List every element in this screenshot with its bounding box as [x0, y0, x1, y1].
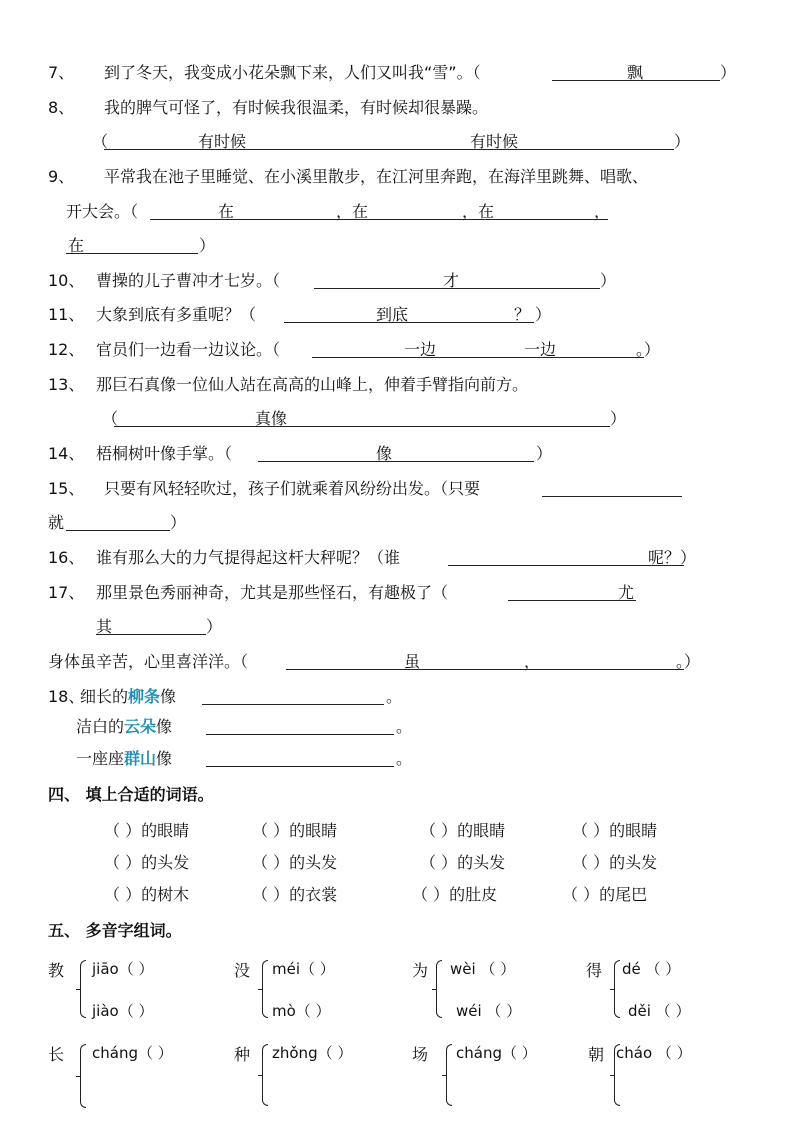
q18-line-3: 一座座群山像 [76, 749, 173, 768]
q17b-end: 。） [676, 652, 701, 671]
q8-hint-1: 有时候 [198, 132, 247, 151]
q15-text: 只要有风轻轻吹过，孩子们就乘着风纷纷出发。（只要 [104, 479, 481, 498]
q13-text: 那巨石真像一位仙人站在高高的山峰上，伸着手臂指向前方。 [96, 375, 529, 394]
s4-r3-c4[interactable]: （ ）的尾巴 [562, 885, 648, 904]
q9-hint-3: ，在 [462, 202, 495, 221]
q7-close: ） [720, 63, 737, 82]
q9-hint-2: ，在 [336, 202, 369, 221]
q14-answer-blank[interactable] [258, 441, 534, 462]
s4-r3-c2[interactable]: （ ）的衣裳 [252, 885, 338, 904]
s5-wei-p1[interactable]: wèi （ ） [450, 960, 516, 978]
q16-text: 谁有那么大的力气提得起这杆大秤呢？（谁 [96, 548, 401, 567]
q18-end-3: 。 [396, 749, 413, 768]
q18-end-1: 。 [386, 687, 403, 706]
q10-hint: 才 [443, 271, 460, 290]
s5-de-p1[interactable]: dé （ ） [622, 960, 681, 978]
s5-char-mei: 没 [234, 961, 251, 980]
q11-number: 11、 [48, 305, 85, 324]
q8-close: ） [674, 132, 691, 151]
q8-number: 8、 [48, 98, 75, 117]
section4-title: 四、 填上合适的词语。 [48, 785, 214, 804]
s5-char-de: 得 [586, 961, 603, 980]
q12-text: 官员们一边看一边议论。（ [96, 340, 281, 359]
s5-chang-p1[interactable]: cháng（ ） [92, 1044, 173, 1062]
s5-chao-p1[interactable]: cháo （ ） [616, 1044, 692, 1062]
q14-hint: 像 [376, 444, 393, 463]
q11-hint: 到底 [376, 305, 409, 324]
s5-brace-zhong [262, 1044, 268, 1106]
s4-r1-c3[interactable]: （ ）的眼睛 [420, 821, 506, 840]
q9-answer-blank-2[interactable] [66, 233, 198, 254]
q16-number: 16、 [48, 548, 85, 567]
q10-number: 10、 [48, 271, 85, 290]
q13-hint: 真像 [255, 409, 288, 428]
q18-line-2: 洁白的云朵像 [76, 717, 173, 736]
q17b-comma: ， [524, 652, 541, 671]
q18-answer-blank-3[interactable] [206, 746, 394, 767]
q17-answer-blank-2[interactable] [96, 614, 206, 635]
q17-hint-1: 尤 [618, 583, 635, 602]
q9-hint-1: 在 [218, 202, 235, 221]
q12-number: 12、 [48, 340, 85, 359]
q14-number: 14、 [48, 444, 85, 463]
q9-hint-5: 在 [68, 236, 85, 255]
q18-answer-blank-2[interactable] [206, 714, 394, 735]
q12-answer-blank[interactable] [312, 337, 644, 358]
s5-mei-p1[interactable]: méi（ ） [272, 960, 335, 978]
s5-brace-jiao [80, 960, 86, 1018]
q18-highlight-clouds: 云朵 [124, 717, 157, 736]
s5-brace-chang [80, 1044, 86, 1108]
q14-close: ） [536, 444, 553, 463]
s4-r2-c1[interactable]: （ ）的头发 [104, 853, 190, 872]
q17b-hint: 虽 [404, 652, 421, 671]
s5-mei-p2[interactable]: mò（ ） [272, 1002, 331, 1020]
q8-text: 我的脾气可怪了，有时候我很温柔，有时候却很暴躁。 [104, 98, 489, 117]
q17b-text: 身体虽辛苦，心里喜洋洋。（ [48, 652, 249, 671]
q15-close: ） [170, 513, 187, 532]
q17-number: 17、 [48, 583, 85, 602]
s4-r2-c4[interactable]: （ ）的头发 [572, 853, 658, 872]
s5-brace-chang2 [446, 1044, 452, 1106]
q13-number: 13、 [48, 375, 85, 394]
q9-close: ） [199, 236, 216, 255]
q13-close: ） [610, 409, 627, 428]
q13-answer-blank[interactable] [114, 406, 610, 427]
q12-hint-2: 一边 [524, 340, 557, 359]
q12-hint-1: 一边 [404, 340, 437, 359]
s5-brace-mei [262, 960, 268, 1018]
s5-char-zhong: 种 [234, 1045, 251, 1064]
q14-text: 梧桐树叶像手掌。（ [96, 444, 233, 463]
q11-answer-blank[interactable] [284, 302, 534, 323]
q16-end: 呢？） [648, 548, 697, 567]
q18-answer-blank-1[interactable] [202, 684, 384, 705]
q7-text: 到了冬天，我变成小花朵飘下来，人们又叫我“雪”。（ [104, 63, 481, 82]
q10-close: ） [600, 271, 617, 290]
q15-number: 15、 [48, 479, 85, 498]
q11-text: 大象到底有多重呢？（ [96, 305, 257, 324]
q8-open: （ [92, 132, 109, 151]
q18-highlight-mountains: 群山 [124, 749, 157, 768]
section5-title: 五、 多音字组词。 [48, 921, 182, 940]
s5-brace-wei [436, 960, 442, 1018]
q9-text-2: 开大会。（ [66, 202, 139, 221]
q12-end: 。） [636, 340, 661, 359]
q9-text: 平常我在池子里睡觉、在小溪里散步，在江河里奔跑，在海洋里跳舞、唱歌、 [104, 167, 649, 186]
s4-r3-c1[interactable]: （ ）的树木 [104, 885, 190, 904]
q18-end-2: 。 [396, 717, 413, 736]
q8-answer-blank[interactable] [104, 129, 674, 150]
s5-jiao-p2[interactable]: jiào（ ） [92, 1002, 154, 1020]
s4-r1-c1[interactable]: （ ）的眼睛 [104, 821, 190, 840]
q9-number: 9、 [48, 167, 75, 186]
s5-char-chao: 朝 [588, 1045, 605, 1064]
q15-answer-blank-1[interactable] [542, 476, 682, 497]
s5-wei-p2[interactable]: wéi （ ） [456, 1002, 522, 1020]
s5-char-wei: 为 [412, 961, 429, 980]
q13-open: （ [102, 409, 119, 428]
s5-char-chang: 长 [48, 1045, 65, 1064]
q15-answer-blank-2[interactable] [66, 510, 170, 531]
q9-hint-4: ， [594, 202, 611, 221]
s5-char-chang2: 场 [412, 1045, 429, 1064]
q17-answer-blank-1[interactable] [508, 580, 636, 601]
s5-brace-de [614, 960, 620, 1018]
s5-de-p2[interactable]: děi （ ） [628, 1002, 691, 1020]
q17-text: 那里景色秀丽神奇，尤其是那些怪石，有趣极了（ [96, 583, 449, 602]
q18-line-1: 细长的柳条像 [80, 687, 177, 706]
q17b-answer-blank[interactable] [286, 649, 684, 670]
q10-text: 曹操的儿子曹冲才七岁。（ [96, 271, 281, 290]
q7-hint: 飘 [627, 63, 644, 82]
q11-close: ） [535, 305, 552, 324]
q11-question-mark: ？ [514, 305, 531, 324]
s4-r2-c2[interactable]: （ ）的头发 [252, 853, 338, 872]
s4-r1-c4[interactable]: （ ）的眼睛 [572, 821, 658, 840]
q18-number: 18、 [48, 687, 85, 706]
s5-char-jiao: 教 [48, 961, 65, 980]
s4-r3-c3[interactable]: （ ）的肚皮 [412, 885, 498, 904]
q17-hint-2: 其 [96, 617, 113, 636]
q18-highlight-willow: 柳条 [128, 687, 161, 706]
q17-close: ） [206, 617, 223, 636]
q7-number: 7、 [48, 63, 75, 82]
q15-hint-2: 就 [48, 513, 65, 532]
s4-r2-c3[interactable]: （ ）的头发 [420, 853, 506, 872]
s5-jiao-p1[interactable]: jiāo（ ） [92, 960, 154, 978]
s4-r1-c2[interactable]: （ ）的眼睛 [252, 821, 338, 840]
s5-chang2-p1[interactable]: cháng（ ） [456, 1044, 537, 1062]
s5-zhong-p1[interactable]: zhǒng（ ） [272, 1044, 353, 1062]
q8-hint-2: 有时候 [470, 132, 519, 151]
